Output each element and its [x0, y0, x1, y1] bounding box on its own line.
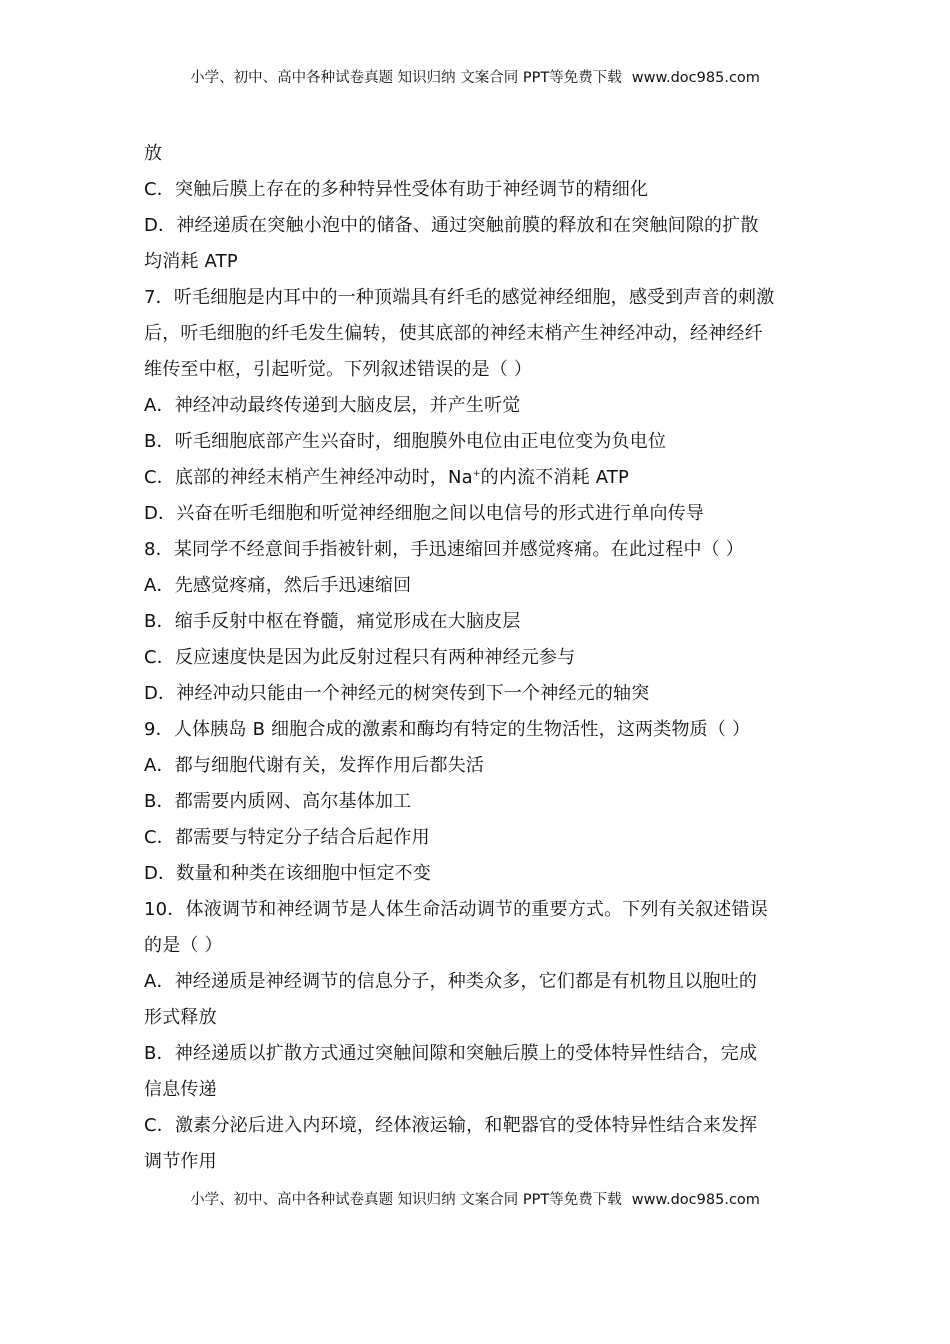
- option-c-line: C．都需要与特定分子结合后起作用: [144, 827, 430, 848]
- option-d-line: D．兴奋在听毛细胞和听觉神经细胞之间以电信号的形式进行单向传导: [144, 503, 705, 524]
- option-d-line: D．神经冲动只能由一个神经元的树突传到下一个神经元的轴突: [144, 683, 650, 704]
- footer-site-link[interactable]: www.doc985.com: [631, 1192, 760, 1208]
- question-7-line: 后，听毛细胞的纤毛发生偏转，使其底部的神经末梢产生神经冲动，经神经纤: [144, 323, 763, 344]
- document-body: [144, 136, 814, 1180]
- text-line: 放: [144, 143, 163, 164]
- option-d-line: D．神经递质在突触小泡中的储备、通过突触前膜的释放和在突触间隙的扩散: [144, 215, 759, 236]
- header-site-link[interactable]: www.doc985.com: [631, 70, 760, 86]
- page-footer-banner: [0, 1190, 950, 1210]
- option-c-line: [144, 460, 814, 496]
- option-b-line: B．都需要内质网、高尔基体加工: [144, 791, 412, 812]
- page-header-banner: [0, 68, 950, 88]
- text-line: 均消耗 ATP: [144, 251, 238, 272]
- option-c-line: C．激素分泌后进入内环境，经体液运输，和靶器官的受体特异性结合来发挥: [144, 1115, 758, 1136]
- option-c-text: 的内流不消耗 ATP: [480, 467, 630, 488]
- question-10-line: 的是（ ）: [144, 935, 223, 956]
- superscript-plus: +: [472, 469, 481, 479]
- question-9-line: 9．人体胰岛 B 细胞合成的激素和酶均有特定的生物活性，这两类物质（ ）: [144, 719, 751, 740]
- option-c-text: C．底部的神经末梢产生神经冲动时，Na: [144, 467, 473, 488]
- option-a-line: A．先感觉疼痛，然后手迅速缩回: [144, 575, 412, 596]
- text-line: 信息传递: [144, 1079, 217, 1100]
- question-8-line: 8．某同学不经意间手指被针刺，手迅速缩回并感觉疼痛。在此过程中（ ）: [144, 539, 744, 560]
- option-b-line: B．神经递质以扩散方式通过突触间隙和突触后膜上的受体特异性结合，完成: [144, 1043, 758, 1064]
- option-b-line: B．缩手反射中枢在脊髓，痛觉形成在大脑皮层: [144, 611, 521, 632]
- option-d-line: D．数量和种类在该细胞中恒定不变: [144, 863, 432, 884]
- option-a-line: A．神经递质是神经调节的信息分子，种类众多，它们都是有机物且以胞吐的: [144, 971, 758, 992]
- question-7-line: 维传至中枢，引起听觉。下列叙述错误的是（ ）: [144, 359, 533, 380]
- option-b-line: B．听毛细胞底部产生兴奋时，细胞膜外电位由正电位变为负电位: [144, 431, 667, 452]
- question-7-line: 7．听毛细胞是内耳中的一种顶端具有纤毛的感觉神经细胞，感受到声音的刺激: [144, 287, 775, 308]
- option-a-line: A．神经冲动最终传递到大脑皮层，并产生听觉: [144, 395, 521, 416]
- footer-text: 小学、初中、高中各种试卷真题 知识归纳 文案合同 PPT等免费下载: [190, 1192, 622, 1208]
- text-line: 调节作用: [144, 1151, 217, 1172]
- option-c-line: C．突触后膜上存在的多种特异性受体有助于神经调节的精细化: [144, 179, 649, 200]
- option-a-line: A．都与细胞代谢有关，发挥作用后都失活: [144, 755, 485, 776]
- question-10-line: 10．体液调节和神经调节是人体生命活动调节的重要方式。下列有关叙述错误: [144, 899, 768, 920]
- header-text: 小学、初中、高中各种试卷真题 知识归纳 文案合同 PPT等免费下载: [190, 70, 622, 86]
- text-line: 形式释放: [144, 1007, 217, 1028]
- option-c-line: C．反应速度快是因为此反射过程只有两种神经元参与: [144, 647, 576, 668]
